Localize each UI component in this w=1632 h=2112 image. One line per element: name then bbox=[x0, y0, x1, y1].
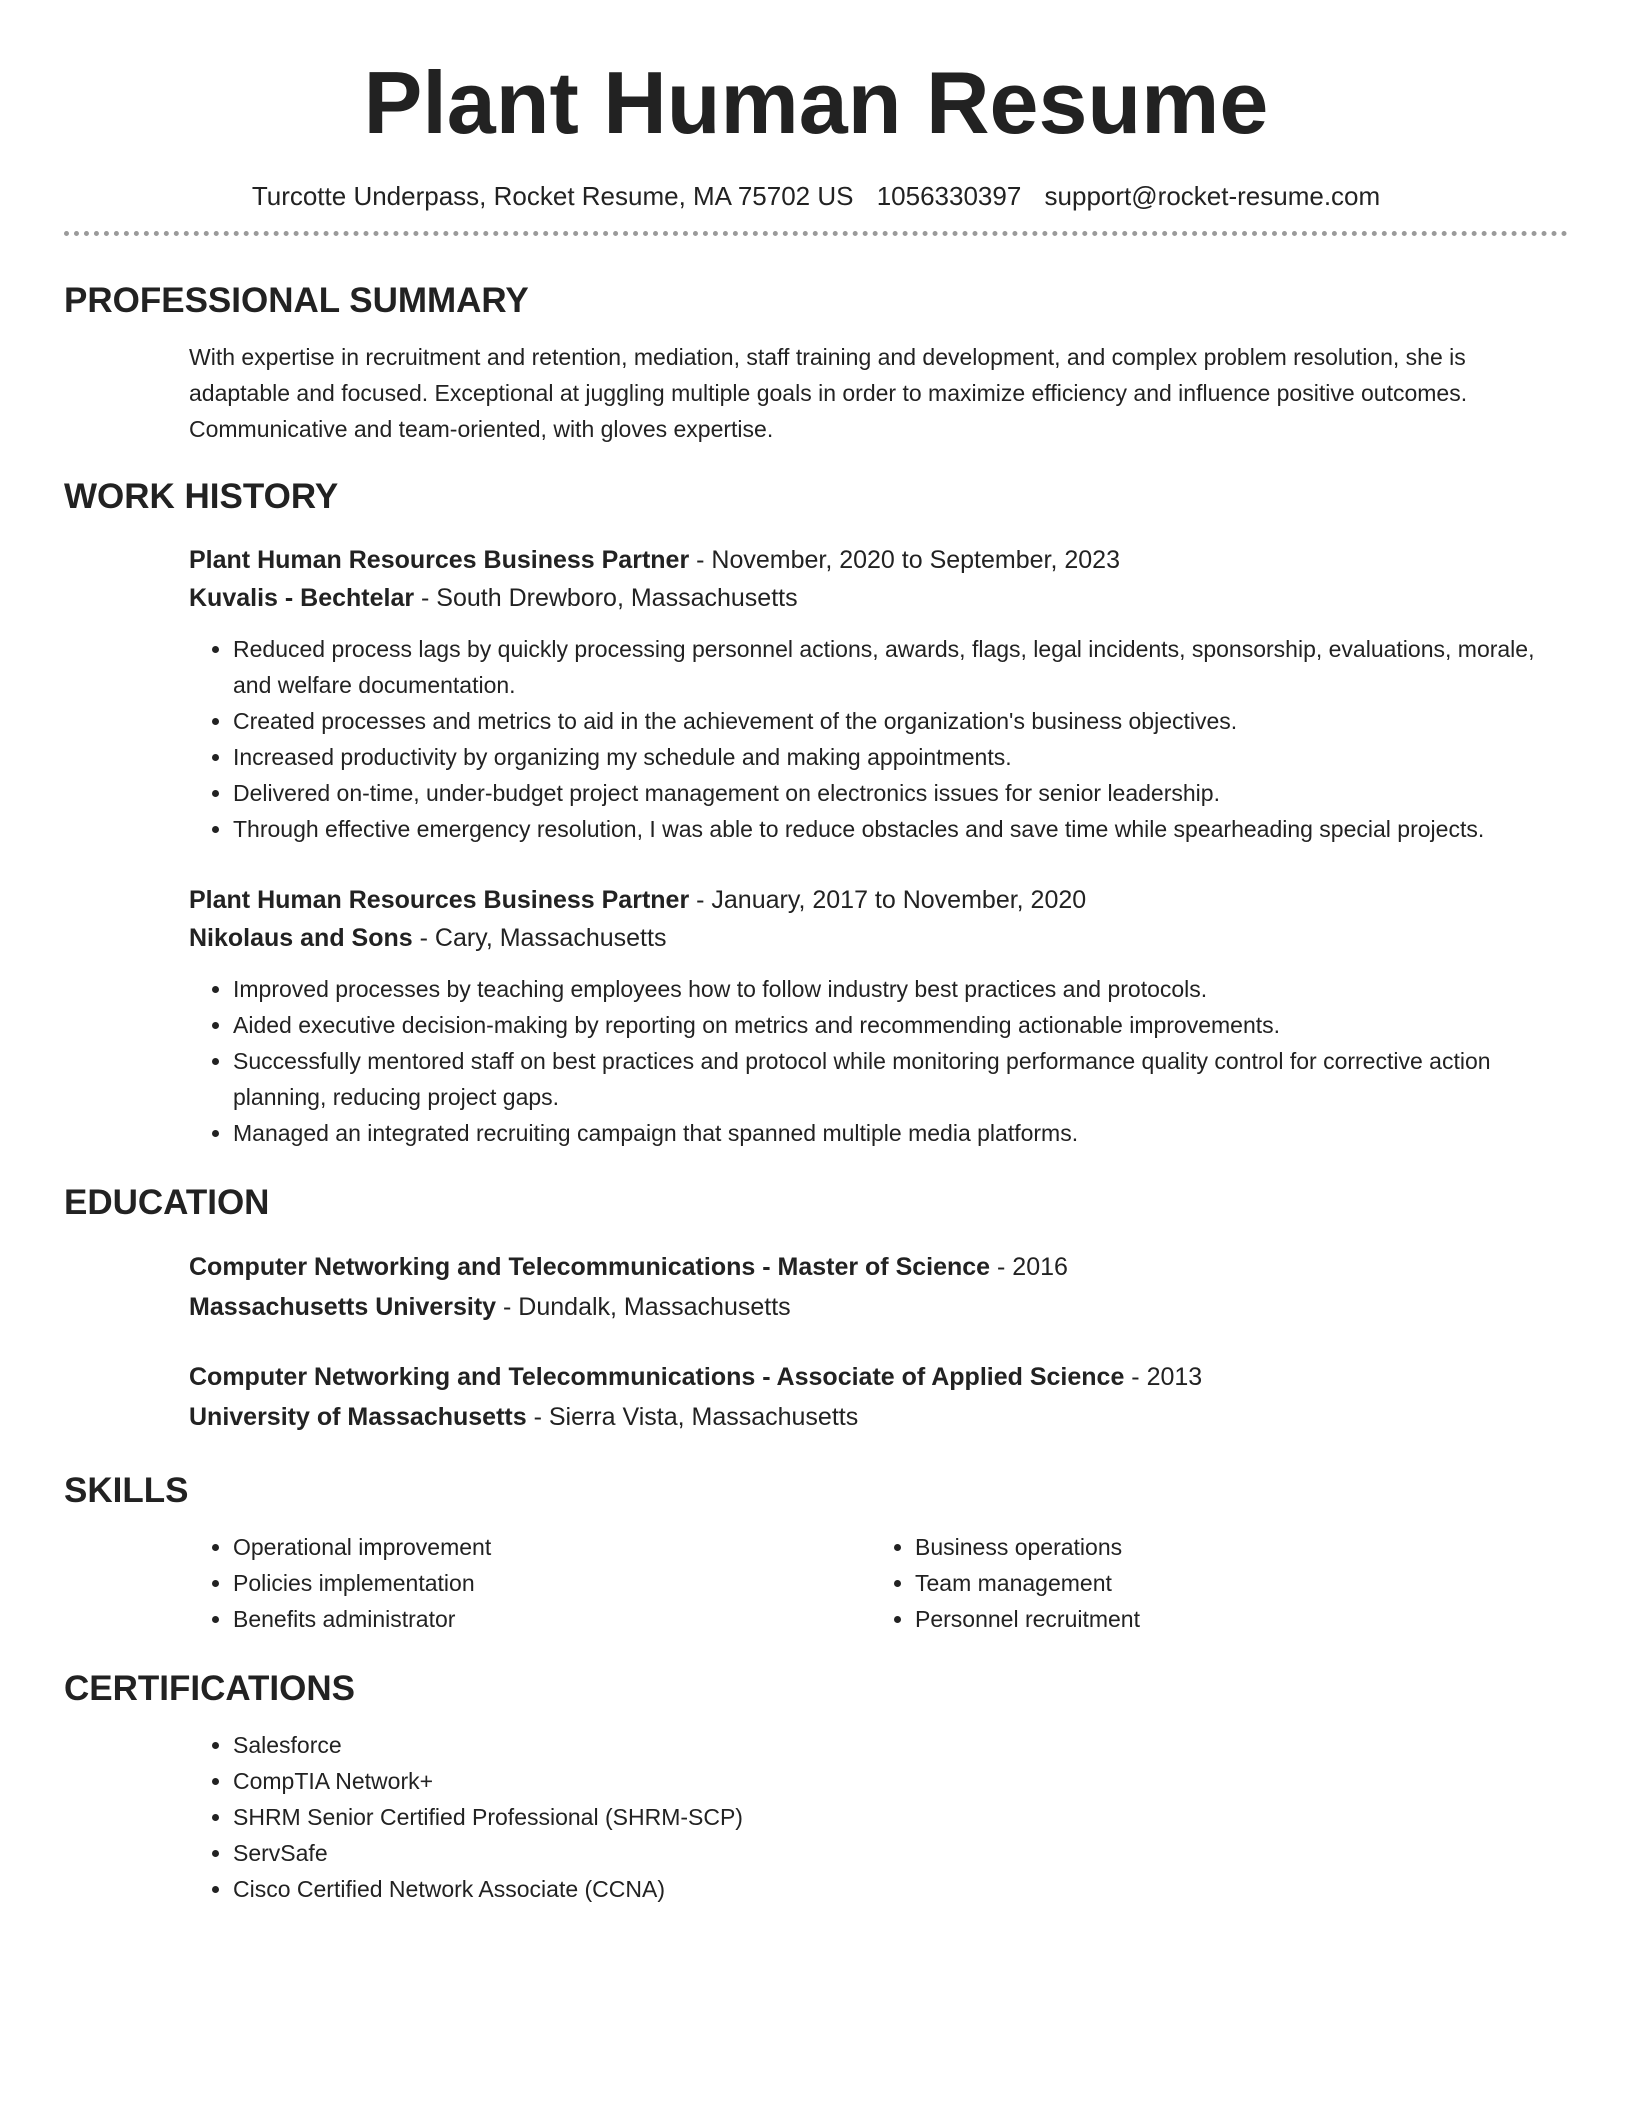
job-location: - Cary, Massachusetts bbox=[412, 924, 667, 952]
skill-item: • Personnel recruitment bbox=[915, 1601, 1553, 1637]
skill-item: • Benefits administrator bbox=[233, 1601, 871, 1637]
skills-section bbox=[64, 1469, 1568, 1637]
degree-name: Computer Networking and Telecommunications - Master of Science bbox=[189, 1253, 991, 1281]
contact-address: Turcotte Underpass, Rocket Resume, MA 75702 US bbox=[251, 181, 854, 211]
education-entry bbox=[189, 1247, 1568, 1327]
job-company-line bbox=[189, 919, 1568, 957]
education-heading: EDUCATION bbox=[64, 1183, 270, 1222]
job-title-line bbox=[189, 881, 1568, 919]
summary-heading: PROFESSIONAL SUMMARY bbox=[64, 281, 529, 320]
certifications-list bbox=[189, 1727, 1568, 1907]
degree-line bbox=[189, 1247, 1568, 1287]
school-location: - Sierra Vista, Massachusetts bbox=[526, 1403, 859, 1431]
work-history-section bbox=[64, 475, 1568, 1151]
job-bullet: • Created processes and metrics to aid in the achievement of the organization's business objectives. bbox=[233, 703, 1568, 739]
degree-name: Computer Networking and Telecommunications - Associate of Applied Science bbox=[189, 1363, 1125, 1391]
skill-item: • Operational improvement bbox=[233, 1529, 871, 1565]
job-bullets bbox=[189, 631, 1568, 847]
school-name: Massachusetts University bbox=[189, 1293, 497, 1321]
skills-body bbox=[189, 1529, 1568, 1637]
contact-email: support@rocket-resume.com bbox=[1044, 181, 1381, 211]
job-dates: - November, 2020 to September, 2023 bbox=[689, 546, 1120, 574]
certifications-section bbox=[64, 1667, 1568, 1907]
job-bullet: • Improved processes by teaching employees how to follow industry best practices and protocols. bbox=[233, 971, 1568, 1007]
job-entry bbox=[189, 881, 1568, 1151]
job-dates: - January, 2017 to November, 2020 bbox=[689, 886, 1087, 914]
skills-heading: SKILLS bbox=[64, 1471, 189, 1510]
job-company: Kuvalis - Bechtelar bbox=[189, 584, 415, 612]
job-bullet: • Delivered on-time, under-budget project management on electronics issues for senior leadership. bbox=[233, 775, 1568, 811]
skill-item: • Business operations bbox=[915, 1529, 1553, 1565]
education-body bbox=[189, 1247, 1568, 1437]
skills-column-right bbox=[871, 1529, 1553, 1637]
school-line bbox=[189, 1287, 1568, 1327]
job-entry bbox=[189, 541, 1568, 847]
certifications-heading: CERTIFICATIONS bbox=[64, 1669, 356, 1708]
job-bullets bbox=[189, 971, 1568, 1151]
job-position: Plant Human Resources Business Partner bbox=[189, 546, 690, 574]
certifications-body bbox=[189, 1727, 1568, 1907]
degree-year: - 2013 bbox=[1124, 1363, 1203, 1391]
header-divider bbox=[64, 231, 1568, 236]
summary-section bbox=[64, 279, 1568, 447]
certification-item: • Cisco Certified Network Associate (CCNA) bbox=[233, 1871, 1568, 1907]
job-location: - South Drewboro, Massachusetts bbox=[414, 584, 798, 612]
contact-phone: 1056330397 bbox=[876, 181, 1022, 211]
job-bullet: • Through effective emergency resolution, I was able to reduce obstacles and save time while spearheading special projects. bbox=[233, 811, 1568, 847]
certification-item: • CompTIA Network+ bbox=[233, 1763, 1568, 1799]
skill-item: • Policies implementation bbox=[233, 1565, 871, 1601]
skill-item: • Team management bbox=[915, 1565, 1553, 1601]
summary-text: With expertise in recruitment and retention, mediation, staff training and development, and complex problem resolution, she is adaptable and focused. Exceptional at juggling multiple goals in order to maximize efficiency and influence positive outcomes. Communicative and team-oriented, with gloves expertise. bbox=[189, 344, 1468, 442]
school-location: - Dundalk, Massachusetts bbox=[496, 1293, 791, 1321]
skills-column-left bbox=[189, 1529, 871, 1637]
summary-body bbox=[189, 339, 1568, 447]
job-bullet: • Successfully mentored staff on best practices and protocol while monitoring performance quality control for corrective action planning, reducing project gaps. bbox=[233, 1043, 1568, 1115]
degree-year: - 2016 bbox=[990, 1253, 1068, 1281]
certification-item: • Salesforce bbox=[233, 1727, 1568, 1763]
job-bullet: • Reduced process lags by quickly processing personnel actions, awards, flags, legal incidents, sponsorship, evaluations, morale, and welfare documentation. bbox=[233, 631, 1568, 703]
job-title-line bbox=[189, 541, 1568, 579]
job-bullet: • Managed an integrated recruiting campaign that spanned multiple media platforms. bbox=[233, 1115, 1568, 1151]
job-company-line bbox=[189, 579, 1568, 617]
job-position: Plant Human Resources Business Partner bbox=[189, 886, 690, 914]
work-history-heading: WORK HISTORY bbox=[64, 477, 339, 516]
contact-line bbox=[64, 180, 1568, 212]
work-history-body bbox=[189, 541, 1568, 1151]
resume-title: Plant Human Resume bbox=[363, 53, 1269, 152]
skills-grid bbox=[189, 1529, 1568, 1637]
degree-line bbox=[189, 1357, 1568, 1397]
job-bullet: • Aided executive decision-making by reporting on metrics and recommending actionable improvements. bbox=[233, 1007, 1568, 1043]
certification-item: • SHRM Senior Certified Professional (SHRM-SCP) bbox=[233, 1799, 1568, 1835]
certification-item: • ServSafe bbox=[233, 1835, 1568, 1871]
job-company: Nikolaus and Sons bbox=[189, 924, 413, 952]
school-line bbox=[189, 1397, 1568, 1437]
education-section bbox=[64, 1181, 1568, 1437]
school-name: University of Massachusetts bbox=[189, 1403, 527, 1431]
education-entry bbox=[189, 1357, 1568, 1437]
job-bullet: • Increased productivity by organizing my schedule and making appointments. bbox=[233, 739, 1568, 775]
